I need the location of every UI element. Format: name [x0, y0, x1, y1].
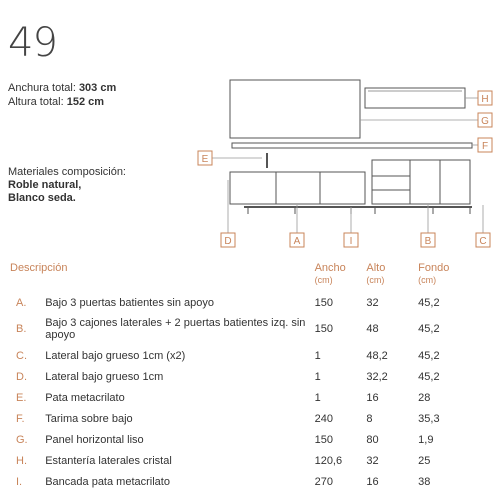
table-row [10, 366, 470, 387]
label-g: G [481, 116, 489, 127]
row-height: 32 [366, 296, 379, 309]
row-letter: H. [16, 454, 27, 467]
table-header [10, 262, 470, 292]
row-height: 32,2 [366, 370, 388, 383]
row-height: 16 [366, 391, 379, 404]
row-letter: F. [16, 412, 25, 425]
row-description: Lateral bajo grueso 1cm [45, 370, 164, 383]
row-width: 270 [314, 475, 333, 488]
row-width: 120,6 [314, 454, 343, 467]
row-depth: 45,2 [418, 349, 440, 362]
row-depth: 38 [418, 475, 431, 488]
row-width: 1 [314, 349, 321, 362]
row-height: 80 [366, 433, 379, 446]
label-e: E [201, 154, 209, 165]
label-c: C [479, 236, 487, 247]
col-height-label: Alto [366, 262, 386, 274]
col-height-unit: (cm) [366, 275, 385, 285]
row-height: 48,2 [366, 349, 388, 362]
table-row [10, 429, 470, 450]
platform-f [232, 143, 472, 148]
model-number: 49 [8, 20, 57, 66]
panel-g [230, 80, 360, 138]
row-letter: B. [16, 323, 27, 335]
height-label: Altura total: [8, 96, 64, 108]
material-1: Roble natural, [8, 179, 82, 191]
row-depth: 45,2 [418, 296, 440, 309]
row-depth: 35,3 [418, 412, 440, 425]
table-row [10, 408, 470, 429]
parts-table [10, 262, 470, 492]
row-width: 1 [314, 391, 321, 404]
col-depth-label: Fondo [418, 262, 450, 274]
row-letter: C. [16, 349, 27, 362]
row-width: 150 [314, 296, 333, 309]
row-description: Tarima sobre bajo [45, 412, 133, 425]
row-height: 48 [366, 323, 379, 335]
row-description: Bancada pata metacrilato [45, 475, 170, 488]
width-value: 303 cm [78, 82, 117, 94]
row-depth: 45,2 [418, 323, 440, 335]
table-row [10, 292, 470, 313]
table-row [10, 313, 470, 345]
row-height: 32 [366, 454, 379, 467]
row-height: 16 [366, 475, 379, 488]
table-row [10, 471, 470, 492]
table-row [10, 387, 470, 408]
col-height [366, 262, 418, 292]
row-letter: E. [16, 391, 27, 404]
col-width-unit: (cm) [314, 275, 333, 285]
material-2: Blanco seda. [8, 192, 76, 204]
row-width: 150 [314, 433, 333, 446]
col-width [315, 262, 367, 292]
table-row [10, 345, 470, 366]
row-width: 150 [314, 323, 333, 335]
label-i: I [349, 236, 353, 247]
col-description: Descripción [10, 262, 68, 274]
row-letter: G. [16, 433, 28, 446]
row-width: 1 [314, 370, 321, 383]
cabinet-b [372, 160, 470, 204]
row-letter: D. [16, 370, 27, 383]
row-description: Panel horizontal liso [45, 433, 144, 446]
label-a: A [293, 236, 301, 247]
col-depth [418, 262, 470, 292]
row-depth: 28 [418, 391, 431, 404]
col-depth-unit: (cm) [418, 275, 437, 285]
row-depth: 1,9 [418, 433, 434, 446]
row-description: Lateral bajo grueso 1cm (x2) [45, 349, 186, 362]
cabinet-a [230, 172, 365, 204]
row-height: 8 [366, 412, 373, 425]
label-f: F [481, 141, 489, 152]
row-depth: 45,2 [418, 370, 440, 383]
height-value: 152 cm [66, 96, 105, 108]
row-depth: 25 [418, 454, 431, 467]
row-width: 240 [314, 412, 333, 425]
table-row [10, 450, 470, 471]
row-description: Estantería laterales cristal [45, 454, 172, 467]
row-letter: I. [16, 475, 23, 488]
row-letter: A. [16, 296, 27, 309]
label-h: H [481, 94, 489, 105]
row-description: Bajo 3 cajones laterales + 2 puertas batientes izq. sin apoyo [45, 317, 306, 341]
width-label: Anchura total: [8, 82, 76, 94]
row-description: Pata metacrilato [45, 391, 125, 404]
row-description: Bajo 3 puertas batientes sin apoyo [45, 296, 214, 309]
materials-label: Materiales composición: [8, 166, 126, 178]
col-width-label: Ancho [314, 262, 346, 274]
label-d: D [224, 236, 232, 247]
label-b: B [424, 236, 432, 247]
